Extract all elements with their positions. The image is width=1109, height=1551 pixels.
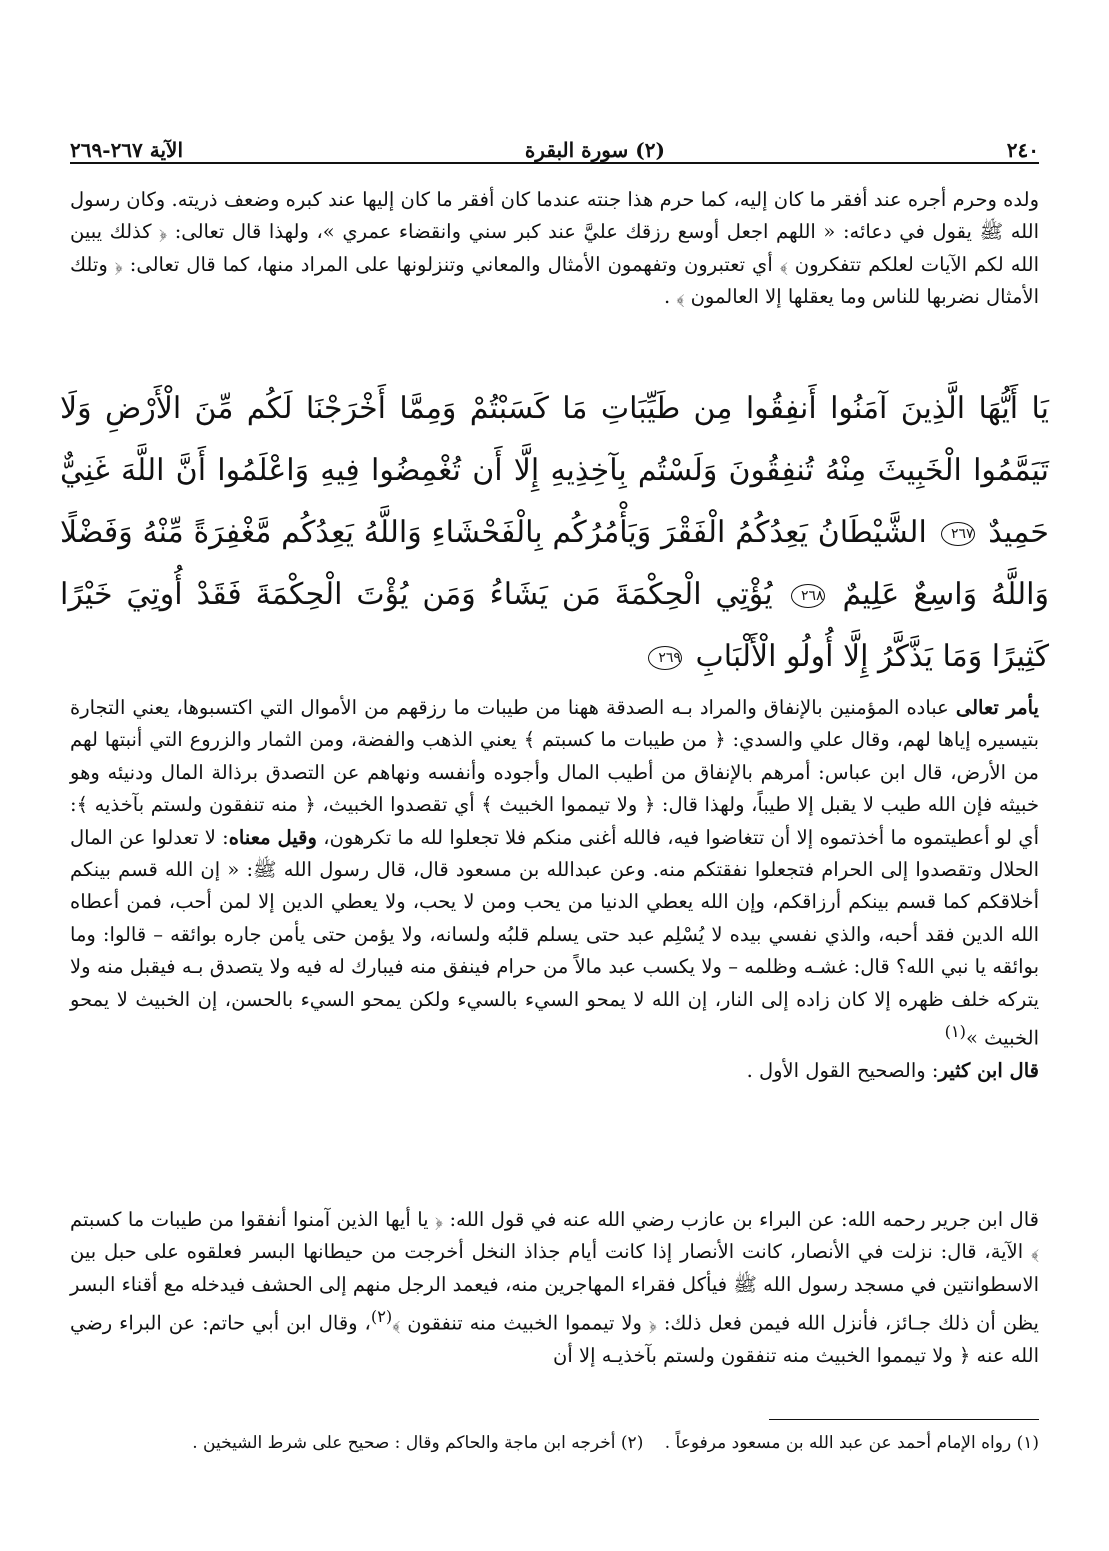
commentary-paragraph xyxy=(70,692,1039,1087)
footnote-ref-1: (١) xyxy=(944,1022,966,1042)
ayah-268-text: الشَّيْطَانُ يَعِدُكُمُ الْفَقْرَ وَيَأْمُرُكُم بِالْفَحْشَاءِ وَاللَّهُ يَعِدُكُم مَّغْفِرَةً مِّنْهُ وَفَضْلًا وَاللَّهُ وَاسِعٌ عَلِيمٌ xyxy=(60,515,1050,612)
ayah-267-marker: ٢٦٧ xyxy=(941,522,975,546)
ibn-jarir-paragraph xyxy=(70,1204,1039,1373)
ayah-269-marker: ٢٦٩ xyxy=(648,646,682,670)
alt-meaning-label: وقيل معناه xyxy=(228,825,317,849)
ibn-abi-hatim-body: ، وقال ابن أبي حاتم: عن البراء رضي الله عنه ﴿ ولا تيمموا الخبيث منه تنفقون ولستم بآخذيـه إلا أن xyxy=(70,1311,1039,1368)
commentary-lead: يأمر تعالى xyxy=(955,696,1039,719)
footnote-ref-2: (٢) xyxy=(370,1307,393,1327)
ibn-kathir-label: قال ابن كثير xyxy=(938,1058,1039,1082)
quran-verses xyxy=(60,378,1049,688)
ayah-range: الآية ٢٦٧-٢٦٩ xyxy=(70,138,184,162)
commentary-body-1: عباده المؤمنين بالإنفاق والمراد بـه الصدقة ههنا من طيبات ما رزقهم من الأموال التي اكتسبوها، يعني التجارة بتيسيره إياها لهم، وقال علي والسدي: ﴿ من طيبات ما كسبتم ﴾ يعني الذهب والفضة، ومن الثمار والزروع التي أنبتها لهم من الأرض، قال ابن عباس: أمرهم بالإنفاق من أطيب المال وأجوده وأنفسه ونهاهم عن التصدق برذالة المال ودنيئه وهو خبيثه فإن الله طيب لا يقبل إلا طيباً، ولهذا قال: ﴿ ولا تيمموا الخبيث ﴾ أي تقصدوا الخبيث، ﴿ منه تنفقون ولستم بآخذيه ﴾: أي لو أعطيتموه ما أخذتموه إلا أن تتغاضوا فيه، فالله أغنى منكم فلا تجعلوا لله ما تكرهون، xyxy=(70,696,1039,849)
page-number: ٢٤٠ xyxy=(1006,138,1039,162)
intro-paragraph: ولده وحرم أجره عند أفقر ما كان إليه، كما حرم هذا جنته عندما كان أفقر ما كان إليها عند كبره وضعف ذريته. وكان رسول الله ﷺ يقول في دعائه: « اللهم اجعل أوسع رزقك عليَّ عند كبر سني وانقضاء عمري »، ولهذا قال تعالى: ﴿ كذلك يبين الله لكم الآيات لعلكم تتفكرون ﴾ أي تعتبرون وتفهمون الأمثال والمعاني وتنزلونها على المراد منها، كما قال تعالى: ﴿ وتلك الأمثال نضربها للناس وما يعقلها إلا العالمون ﴾ . xyxy=(70,188,1040,309)
footnote-divider xyxy=(769,1419,1039,1420)
footnotes xyxy=(70,1428,1039,1458)
ayah-267-text: يَا أَيُّهَا الَّذِينَ آمَنُوا أَنفِقُوا مِن طَيِّبَاتِ مَا كَسَبْتُمْ وَمِمَّا أَخْرَجْنَا لَكُم مِّنَ الْأَرْضِ وَلَا تَيَمَّمُوا الْخَبِيثَ مِنْهُ تُنفِقُونَ وَلَسْتُم بِآخِذِيهِ إِلَّا أَن تُغْمِضُوا فِيهِ وَاعْلَمُوا أَنَّ اللَّهَ غَنِيٌّ حَمِيدٌ xyxy=(60,391,1049,550)
surah-title: (٢) سورة البقرة xyxy=(524,138,665,162)
footnote-1: (١) رواه الإمام أحمد عن عبد الله بن مسعود مرفوعاً . xyxy=(664,1433,1039,1453)
ayah-268-marker: ٢٦٨ xyxy=(791,584,825,608)
footnote-2: (٢) أخرجه ابن ماجة والحاكم وقال : صحيح على شرط الشيخين . xyxy=(192,1433,644,1453)
commentary-body-2: : لا تعدلوا عن المال الحلال وتقصدوا إلى الحرام فتجعلوا نفقتكم منه. وعن عبدالله بن مسعود قال، قال رسول الله ﷺ: « إن الله قسم بينكم أخلاقكم كما قسم بينكم أرزاقكم، وإن الله يعطي الدنيا من يحب ومن لا يحب، ولا يعطي الدين إلا لمن أحب، فمن أعطاه الله الدين فقد أحبه، والذي نفسي بيده لا يُسْلِم عبد حتى يسلم قلبُه ولسانه، ولا يؤمن حتى يأمن جاره بوائقه – قالوا: وما بوائقه يا نبي الله؟ قال: غشـه وظلمه – ولا يكسب عبد مالاً من حرام فينفق منه فيبارك له فيه ولا يتصدق بـه فيقبل منه ولا يتركه خلف ظهره إلا كان زاده إلى النار، إن الله لا يمحو السيء بالسيء ولكن يمحو السيء بالحسن، إن الخبيث لا يمحو الخبيث » xyxy=(70,825,1039,1050)
header-divider xyxy=(70,162,1039,164)
ibn-jarir-body: قال ابن جرير رحمه الله: عن البراء بن عازب رضي الله عنه في قول الله: ﴿ يا أيها الذين آمنوا أنفقوا من طيبات ما كسبتم ﴾ الآية، قال: نزلت في الأنصار، كانت الأنصار إذا كانت أيام جذاذ النخل أخرجت من حيطانها البسر فعلقوه على حبل بين الاسطوانتين في مسجد رسول الله ﷺ فيأكل فقراء المهاجرين منه، فيعمد الرجل منهم إلى الحشف فيدخله مع أقناء البسر يظن أن ذلك جـائز، فأنزل الله فيمن فعل ذلك: ﴿ ولا تيمموا الخبيث منه تنفقون ﴾ xyxy=(70,1208,1039,1335)
ayah-269-text: يُؤْتِي الْحِكْمَةَ مَن يَشَاءُ وَمَن يُؤْتَ الْحِكْمَةَ فَقَدْ أُوتِيَ خَيْرًا كَثِيرًا وَمَا يَذَّكَّرُ إِلَّا أُولُو الْأَلْبَابِ xyxy=(60,577,1049,674)
ibn-kathir-conclusion: : والصحيح القول الأول . xyxy=(746,1058,939,1082)
page-header xyxy=(70,122,1039,162)
